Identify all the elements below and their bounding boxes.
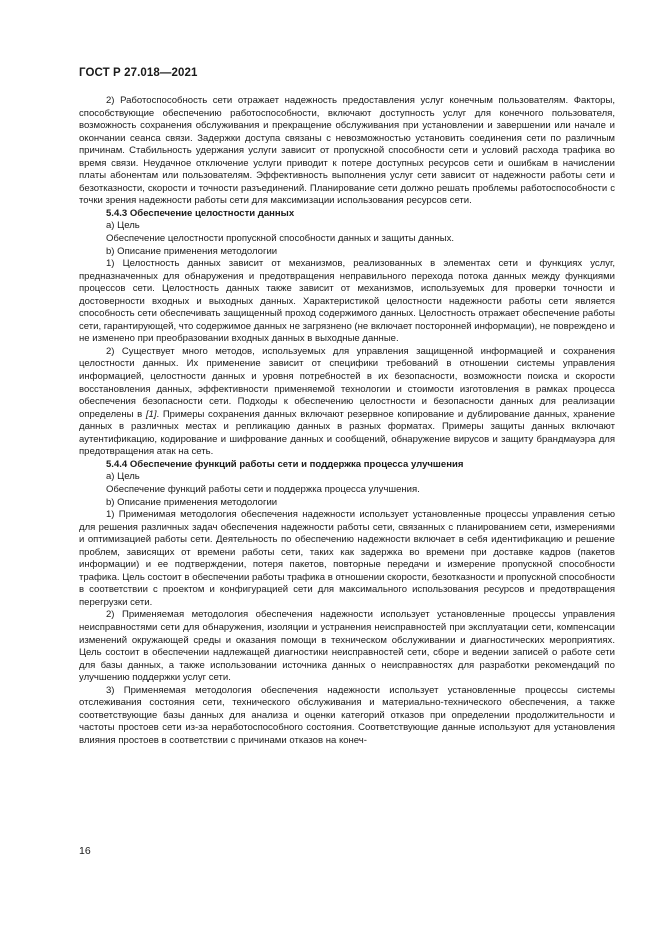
paragraph: 1) Целостность данных зависит от механизмов, реализованных в элементах сети и функциях услуг, предназначенных для обнаружения и предотвращения неправильного перехода потока данных между функциями процессов сети. Целостность данных также зависит от механизмов, используемых для проверки точности и достоверности входных и выходных данных. Характеристикой целостности надежности работы сети является способность сети обеспечивать защищенный проход содержимого данных. Целостность отражает обеспечение работы сети, гарантирующей, что содержимое данных не загрязнено (не включает посторонней информации), не повреждено и не изменено при преобразовании входных данных в выходные данные. bbox=[79, 258, 615, 345]
list-item-label: b) Описание применения методологии bbox=[106, 496, 278, 508]
list-item-label: b) Описание применения методологии bbox=[106, 245, 278, 257]
bibliography-reference: [1] bbox=[145, 408, 157, 420]
paragraph: 3) Применяемая методология обеспечения надежности использует установленные процессы системы отслеживания состояния сети, технического обслуживания и материально-технического обеспечения, а также соответствующие базы данных для анализа и оценки категорий отказов при определении продолжительности и частоты простоев сети из-за неработоспособного состояния. Соответствующие данные используют для установления влияния простоев в соответствии с причинами отказов на конеч- bbox=[79, 684, 615, 746]
page-number: 16 bbox=[79, 845, 91, 857]
document-body bbox=[79, 95, 615, 747]
paragraph: 2) Существует много методов, используемых для управления защищенной информацией и сохранения целостности данных. Их применение зависит от специфики требований в отношении системы управления информацией, целостности данных и уровня потребностей в их безопасности, возможности поиска и скорости восстановления данных, эффективности применяемой технологии и стоимости изготовления в рамках процесса обеспечения безопасности сети. Подходы к обеспечению целостности и безопасности данных для реализации определены в [1]. Примеры сохранения данных включают резервное копирование и дублирование данных, хранение данных в различных местах и репликацию данных в разных форматах. Примеры защиты данных включают аутентификацию, кодирование и шифрование данных и сообщений, обнаружение вирусов и защиту брандмауэра для предотвращения атак на сеть. bbox=[79, 345, 616, 458]
paragraph: 2) Работоспособность сети отражает надежность предоставления услуг конечным пользователям. Факторы, способствующие обеспечению работоспособности, включают доступность услуг для конечного пользователя, возможность сохранения обслуживания и прекращение обслуживания при установлении и завершении или начале и окончании сеанса связи. Задержки доступа связаны с невозможностью установить соединения сети по различным причинам. Стабильность удержания услуги зависит от пропускной способности сети и условий расхода трафика во время связи. Неудачное отключение услуги приводит к потере доступных ресурсов сети и ошибкам в начислении платы абонентам или пользователям. Эффективность выполнения услуг сети зависит от надежности работы сети и безотказности, скорости и точности разъединений. Планирование сети должно решать проблемы работоспособности с точки зрения надежности работы сети для максимизации использования ресурсов сети. bbox=[79, 95, 615, 207]
section-heading-5-4-4: 5.4.4 Обеспечение функций работы сети и поддержка процесса улучшения bbox=[106, 458, 464, 470]
paragraph: 1) Применимая методология обеспечения надежности использует установленные процессы управления сетью для решения различных задач обеспечения надежности работы сети, связанных с планированием сети, измерениями и оптимизацией работы сети. Деятельность по обеспечению надежности включает в себя идентификацию и решение проблем, зависящих от времени работы сети, таких как задержка во времени при доставке кадров (пакетов информации) и ее подтверждении, потеря пакетов, повторные передачи и измерение пропускной способности трафика. Цель состоит в обеспечении работы трафика в отношении скорости, безотказности и пропускной способности в соответствии с проектом и конфигурацией сети для максимального использования ресурсов и предотвращения перегрузки сети. bbox=[79, 509, 615, 608]
paragraph: Обеспечение целостности пропускной способности данных и защиты данных. bbox=[106, 233, 455, 245]
section-heading-5-4-3: 5.4.3 Обеспечение целостности данных bbox=[106, 207, 295, 219]
paragraph: 2) Применяемая методология обеспечения надежности использует установленные процессы управления неисправностями сети для обнаружения, изоляции и устранения неисправностей при эксплуатации сети, компенсации изменений окружающей среды и оказания помощи в техническом обслуживании и диагностических мероприятиях. Цель состоит в обеспечении надлежащей диагностики неисправностей сети, сборе и ведении записей о работе сети для базы данных, а также использовании источника данных о неисправностях для разработки рекомендаций по улучшению поддержки услуг сети. bbox=[79, 609, 615, 684]
paragraph: Обеспечение функций работы сети и поддержка процесса улучшения. bbox=[106, 483, 420, 495]
list-item-label: a) Цель bbox=[106, 471, 140, 483]
list-item-label: a) Цель bbox=[106, 220, 140, 232]
document-header: ГОСТ Р 27.018—2021 bbox=[79, 67, 198, 79]
